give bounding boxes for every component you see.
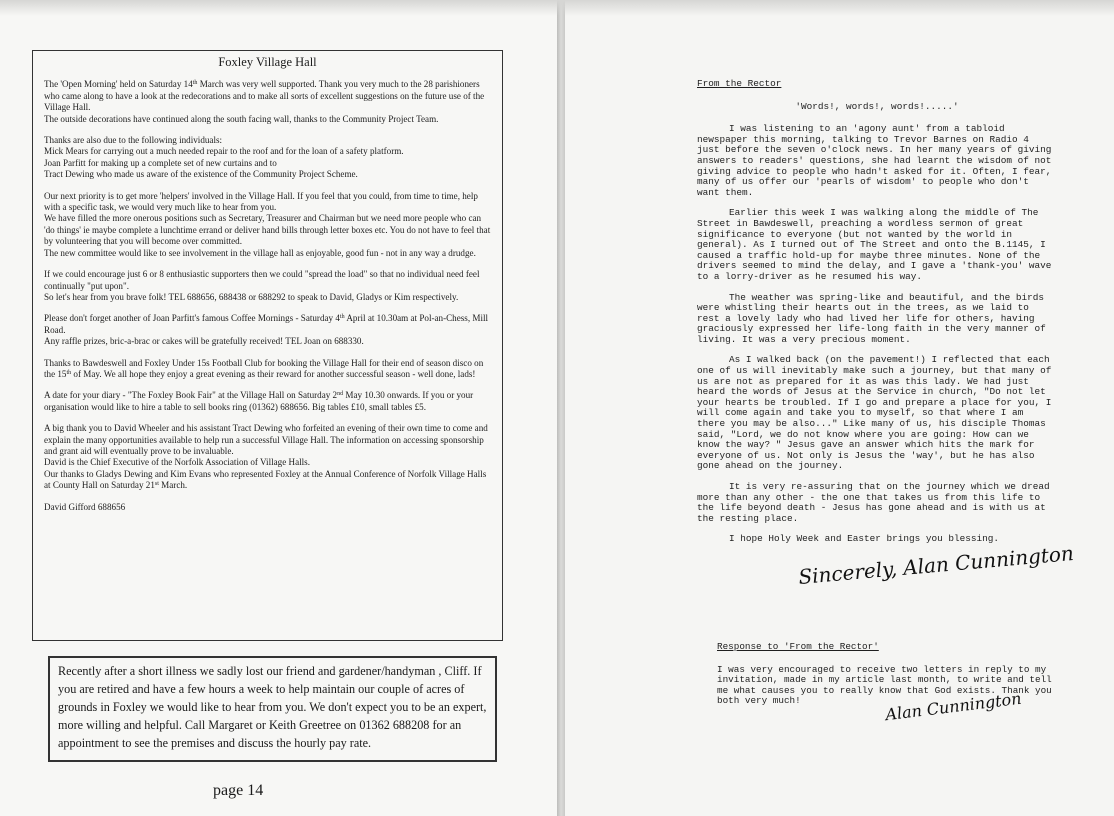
article-paragraph: A date for your diary - "The Foxley Book Fair" at the Village Hall on Saturday 2nd May 10.30 onwards. If you or your organisation would like to hire a table to sell books ring (01362) 688656. Big tables £10, small tables £5. <box>44 390 474 412</box>
article-paragraph: Thanks are also due to the following individuals: Mick Mears for carrying out a much needed repair to the roof and for the loan of a safety platform. Joan Parfitt for making up a complete set of new curtains and to Tract Dewing who made us aware of the existence of the Community Project Scheme. <box>44 135 404 180</box>
article-paragraph: Thanks to Bawdeswell and Foxley Under 15s Football Club for booking the Village Hall for their end of season disco on the 15th of May. We all hope they enjoy a great evening as their reward for another successful season - well done, lads! <box>44 357 484 379</box>
response-signature: Alan Cunnington <box>884 688 1023 725</box>
article-title: Foxley Village Hall <box>218 55 317 69</box>
page-gutter <box>557 0 565 816</box>
article-paragraph: David Gifford 688656 <box>44 501 126 512</box>
rector-paragraph: The weather was spring-like and beautiful, and the birds were whistling their hearts out in the trees, as we laid to rest a lovely lady who had lived her life for others, having graciously expressed her life-long faith in the very manner of living. It was a very precious moment. <box>697 291 1046 345</box>
rector-heading: From the Rector <box>697 78 782 89</box>
rector-paragraph: I was listening to an 'agony aunt' from a tabloid newspaper this morning, talking to Trevor Barnes on Radio 4 just before the seven o'clock news. In her many years of giving answers to readers' questions, she had learnt the wisdom of not giving advice to people who hadn't asked for it. Often, I fear, many of us offer our 'pearls of wisdom' to people who don't want them. <box>697 123 1052 198</box>
response-text: I was very encouraged to receive two letters in reply to my invitation, made in my article last month, to write and tell me what causes you to really know that God exists. Thank you both very much! <box>717 663 1052 707</box>
response-heading: Response to 'From the Rector' <box>717 641 879 652</box>
ordinal-suffix: st <box>154 481 159 488</box>
rector-paragraph: As I walked back (on the pavement!) I reflected that each one of us will inevitably make such a journey, but that many of us are not as prepared for it as was this lady. We had just heard the words of Jesus at the Service in church, "Do not let your hearts be troubled. If I go and prepare a place for you, I will come again and take you to myself, so that where I am there you may be also..." Like many of us, his disciple Thomas said, "Lord, we do not know where you are going: How can we know the way? " Jesus gave an answer which hits the mark for everyone of us. Not only is Jesus the 'way', but he has also gone ahead on the journey. <box>697 354 1052 472</box>
ordinal-suffix: nd <box>337 391 344 398</box>
handyman-advert: Recently after a short illness we sadly lost our friend and gardener/handyman , Cliff. If you are retired and have a few hours a week to help maintain our couple of acres of grounds in Foxley we would like to hear from you. We don't expect you to be an expert, more willing and helpful. Call Margaret or Keith Greetree on 01362 688208 for an appointment to see the premises and discuss the hourly pay rate. <box>48 656 497 762</box>
rector-signature: Sincerely, Alan Cunnington <box>797 541 1075 589</box>
ordinal-suffix: th <box>339 314 345 321</box>
article-paragraph: Please don't forget another of Joan Parfitt's famous Coffee Mornings - Saturday 4th April at 10.30am at Pol-an-Chess, Mill Road. Any raffle prizes, bric-a-brac or cakes will be gratefully received! TEL Joan on 688330. <box>44 313 489 347</box>
article-paragraph: If we could encourage just 6 or 8 enthusiastic supporters then we could "spread the load" so that no individual need feel continually "put upon". So let's hear from you brave folk! TEL 688656, 688438 or 688292 to speak to David, Gladys or Kim respectively. <box>44 269 480 302</box>
article-paragraph: A big thank you to David Wheeler and his assistant Tract Dewing who forfeited an evening of their own time to come and explain the many opportunities available to help run a successful Village Hall. The information on accessing sponsorship and grant aid will eventually prove to be invaluable. David is the Chief Executive of the Norfolk Association of Village Halls. Our thanks to Gladys Dewing and Kim Evans who represented Foxley at the Annual Conference of Norfolk Village Halls at County Hall on Saturday 21st March. <box>44 423 488 491</box>
article-paragraph: Our next priority is to get more 'helpers' involved in the Village Hall. If you feel that you could, from time to time, help with a specific task, we would very much like to hear from you. We have filled the more onerous positions such as Secretary, Treasurer and Chairman but we need more people who can 'do things' ie maybe complete a lunchtime errand or deliver hand bills through letter boxes etc. You do not have to feel that by volunteering that you will become over committed. The new committee would like to see involvement in the village hall as enjoyable, good fun - not in any way a drudge. <box>44 190 491 258</box>
ordinal-suffix: th <box>66 369 72 376</box>
page-number: page 14 <box>213 782 264 799</box>
rector-subtitle: 'Words!, words!, words!.....' <box>795 100 959 112</box>
rector-article <box>697 79 1057 555</box>
article-paragraph: The 'Open Morning' held on Saturday 14th March was very well supported. Thank you very much to the 28 parishioners who came along to have a look at the redecorations and to make all sorts of excellent suggestions on the future use of the Village Hall. The outside decorations have continued along the south facing wall, thanks to the Community Project Team. <box>44 79 485 124</box>
ordinal-suffix: th <box>192 80 198 87</box>
rector-closing: I hope Holy Week and Easter brings you blessing. <box>729 533 1000 545</box>
village-hall-article <box>32 50 503 641</box>
rector-paragraph: It is very re-assuring that on the journey which we dread more than any other - the one that takes us from this life to the life beyond death - Jesus has gone ahead and is with us at the resting place. <box>697 481 1050 524</box>
rector-body <box>697 124 1057 524</box>
article-body <box>44 79 491 513</box>
scan-shadow <box>0 0 1114 16</box>
rector-paragraph: Earlier this week I was walking along the middle of The Street in Bawdeswell, preaching a wordless sermon of great significance to everyone (but not wanted by the world in general). As I turned out of The Street and onto the B.1145, I caused a traffic hold-up for maybe three minutes. None of the drivers seemed to mind the delay, and I gave a 'thank-you' wave to a lorry-driver as he resumed his way. <box>697 207 1052 282</box>
